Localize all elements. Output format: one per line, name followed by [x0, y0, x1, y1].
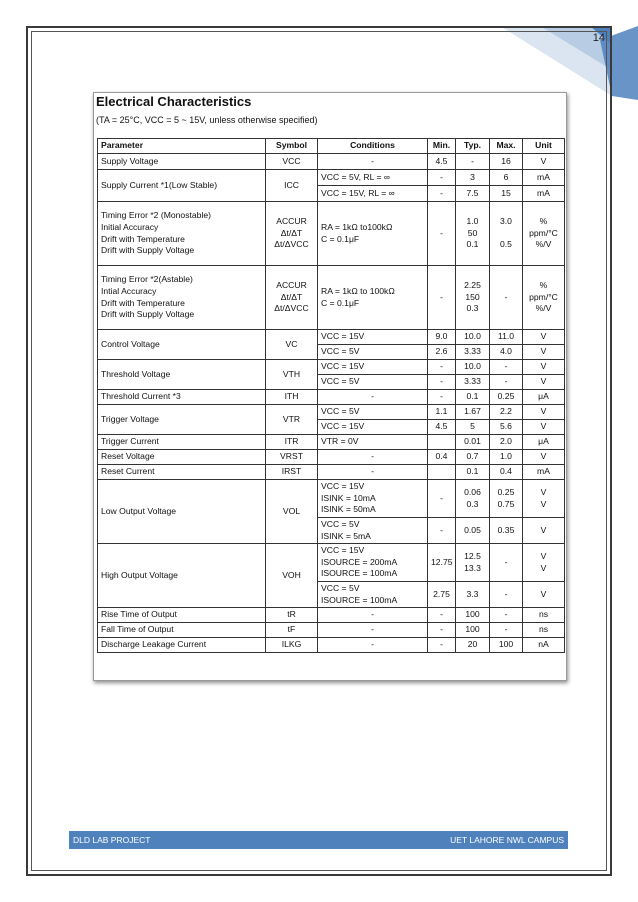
cell-typ: 0.1	[456, 465, 490, 480]
cell-symbol: VCC	[266, 154, 318, 170]
cell-max: 1.0	[490, 450, 523, 465]
cell-typ: 10.0	[456, 330, 490, 345]
cell-min: -	[428, 202, 456, 266]
cell-min: -	[428, 186, 456, 202]
conditions-subtitle: (TA = 25°C, VCC = 5 ~ 15V, unless otherwise specified)	[96, 115, 318, 125]
cell-typ: 2.25 150 0.3	[456, 266, 490, 330]
header-symbol: Symbol	[266, 139, 318, 154]
cell-max: 5.6	[490, 420, 523, 435]
header-parameter: Parameter	[98, 139, 266, 154]
cell-min: 0.4	[428, 450, 456, 465]
cell-typ: 100	[456, 608, 490, 623]
table-row	[98, 638, 565, 653]
cell-typ: 0.01	[456, 435, 490, 450]
cell-min: -	[428, 375, 456, 390]
cell-min: -	[428, 390, 456, 405]
cell-typ: 3	[456, 170, 490, 186]
cell-typ: 7.5	[456, 186, 490, 202]
cell-unit: V	[523, 154, 565, 170]
cell-max: 0.4	[490, 465, 523, 480]
cell-symbol: VOH	[266, 544, 318, 608]
cell-typ: 3.33	[456, 375, 490, 390]
cell-parameter: Discharge Leakage Current	[98, 638, 266, 653]
header-conditions: Conditions	[318, 139, 428, 154]
cell-max: -	[490, 360, 523, 375]
cell-min: 4.5	[428, 420, 456, 435]
cell-max: 3.0 0.5	[490, 202, 523, 266]
cell-min: -	[428, 170, 456, 186]
table-row	[98, 480, 565, 518]
cell-unit: V	[523, 450, 565, 465]
cell-min: 1.1	[428, 405, 456, 420]
cell-max: 15	[490, 186, 523, 202]
header-typ: Typ.	[456, 139, 490, 154]
cell-conditions: RA = 1kΩ to 100kΩ C = 0.1μF	[318, 266, 428, 330]
cell-conditions: VCC = 5V, RL = ∞	[318, 170, 428, 186]
table-row	[98, 390, 565, 405]
footer-right: UET LAHORE NWL CAMPUS	[450, 835, 564, 845]
cell-conditions: VCC = 15V	[318, 330, 428, 345]
cell-symbol: VOL	[266, 480, 318, 544]
cell-typ: 100	[456, 623, 490, 638]
cell-max: 16	[490, 154, 523, 170]
cell-unit: % ppm/°C %/V	[523, 266, 565, 330]
section-title: Electrical Characteristics	[96, 94, 252, 109]
cell-conditions: -	[318, 465, 428, 480]
cell-min: 2.75	[428, 582, 456, 608]
cell-max: -	[490, 266, 523, 330]
table-row	[98, 202, 565, 266]
table-row	[98, 465, 565, 480]
cell-conditions: -	[318, 608, 428, 623]
cell-max: -	[490, 375, 523, 390]
cell-typ: 3.33	[456, 345, 490, 360]
cell-conditions: -	[318, 154, 428, 170]
table-row	[98, 450, 565, 465]
cell-conditions: VCC = 15V ISOURCE = 200mA ISOURCE = 100mA	[318, 544, 428, 582]
header-unit: Unit	[523, 139, 565, 154]
cell-unit: V	[523, 330, 565, 345]
cell-typ: 0.06 0.3	[456, 480, 490, 518]
cell-typ: 1.0 50 0.1	[456, 202, 490, 266]
cell-symbol: ICC	[266, 170, 318, 202]
table-header-row	[98, 139, 565, 154]
cell-parameter: Reset Voltage	[98, 450, 266, 465]
table-row	[98, 544, 565, 582]
cell-typ: 12.5 13.3	[456, 544, 490, 582]
cell-conditions: RA = 1kΩ to100kΩ C = 0.1μF	[318, 202, 428, 266]
cell-conditions: VCC = 5V	[318, 405, 428, 420]
cell-max: -	[490, 544, 523, 582]
cell-max: 0.25 0.75	[490, 480, 523, 518]
cell-parameter: Threshold Current *3	[98, 390, 266, 405]
cell-parameter: Fall Time of Output	[98, 623, 266, 638]
cell-max: 0.25	[490, 390, 523, 405]
cell-min: -	[428, 638, 456, 653]
footer-left: DLD LAB PROJECT	[73, 835, 151, 845]
cell-min: 4.5	[428, 154, 456, 170]
cell-unit: V	[523, 582, 565, 608]
cell-unit: μA	[523, 390, 565, 405]
cell-min: -	[428, 518, 456, 544]
cell-min	[428, 465, 456, 480]
cell-unit: V	[523, 420, 565, 435]
cell-unit: V V	[523, 544, 565, 582]
cell-typ: 3.3	[456, 582, 490, 608]
cell-parameter: Trigger Current	[98, 435, 266, 450]
cell-parameter: Control Voltage	[98, 330, 266, 360]
cell-parameter: Timing Error *2(Astable) Intial Accuracy Drift with Temperature Drift with Supply Voltage	[98, 266, 266, 330]
cell-unit: V	[523, 375, 565, 390]
cell-symbol: ILKG	[266, 638, 318, 653]
cell-unit: mA	[523, 170, 565, 186]
cell-conditions: VCC = 5V ISINK = 5mA	[318, 518, 428, 544]
cell-min: 2.6	[428, 345, 456, 360]
cell-parameter: Rise Time of Output	[98, 608, 266, 623]
cell-parameter: Trigger Voltage	[98, 405, 266, 435]
cell-unit: V V	[523, 480, 565, 518]
cell-min: -	[428, 608, 456, 623]
header-max: Max.	[490, 139, 523, 154]
cell-conditions: -	[318, 623, 428, 638]
cell-typ: 1.67	[456, 405, 490, 420]
table-row	[98, 154, 565, 170]
table-row	[98, 405, 565, 420]
cell-symbol: IRST	[266, 465, 318, 480]
cell-conditions: VCC = 15V	[318, 360, 428, 375]
cell-unit: μA	[523, 435, 565, 450]
cell-typ: 20	[456, 638, 490, 653]
cell-symbol: VTR	[266, 405, 318, 435]
cell-unit: nA	[523, 638, 565, 653]
datasheet-image	[93, 92, 567, 681]
table-row	[98, 623, 565, 638]
cell-conditions: VCC = 5V ISOURCE = 100mA	[318, 582, 428, 608]
cell-max: 4.0	[490, 345, 523, 360]
cell-min: 12.75	[428, 544, 456, 582]
cell-max: -	[490, 582, 523, 608]
cell-typ: 0.1	[456, 390, 490, 405]
cell-typ: 0.7	[456, 450, 490, 465]
cell-max: 2.2	[490, 405, 523, 420]
cell-typ: 10.0	[456, 360, 490, 375]
cell-max: 2.0	[490, 435, 523, 450]
table-row	[98, 360, 565, 375]
cell-symbol: VC	[266, 330, 318, 360]
cell-unit: ns	[523, 608, 565, 623]
cell-max: -	[490, 623, 523, 638]
cell-symbol: ACCUR Δt/ΔT Δt/ΔVCC	[266, 266, 318, 330]
table-row	[98, 170, 565, 186]
table-row	[98, 608, 565, 623]
header-min: Min.	[428, 139, 456, 154]
cell-unit: mA	[523, 465, 565, 480]
cell-typ: 0.05	[456, 518, 490, 544]
cell-max: 100	[490, 638, 523, 653]
cell-parameter: Supply Current *1(Low Stable)	[98, 170, 266, 202]
cell-max: 0.35	[490, 518, 523, 544]
cell-parameter: Threshold Voltage	[98, 360, 266, 390]
cell-min: -	[428, 360, 456, 375]
cell-conditions: VCC = 5V	[318, 345, 428, 360]
page-footer	[69, 831, 568, 849]
cell-parameter: Timing Error *2 (Monostable) Initial Accuracy Drift with Temperature Drift with Supply Voltage	[98, 202, 266, 266]
cell-symbol: VTH	[266, 360, 318, 390]
cell-min: -	[428, 623, 456, 638]
cell-symbol: ITR	[266, 435, 318, 450]
cell-typ: -	[456, 154, 490, 170]
cell-unit: ns	[523, 623, 565, 638]
cell-symbol: ACCUR Δt/ΔT Δt/ΔVCC	[266, 202, 318, 266]
cell-min: -	[428, 266, 456, 330]
cell-conditions: VTR = 0V	[318, 435, 428, 450]
cell-max: 6	[490, 170, 523, 186]
cell-min	[428, 435, 456, 450]
cell-unit: mA	[523, 186, 565, 202]
cell-parameter: Reset Current	[98, 465, 266, 480]
cell-unit: V	[523, 518, 565, 544]
cell-parameter: High Output Voltage	[98, 544, 266, 608]
cell-unit: V	[523, 405, 565, 420]
cell-parameter: Supply Voltage	[98, 154, 266, 170]
cell-unit: V	[523, 360, 565, 375]
cell-unit: V	[523, 345, 565, 360]
table-row	[98, 435, 565, 450]
cell-conditions: VCC = 15V, RL = ∞	[318, 186, 428, 202]
cell-conditions: -	[318, 450, 428, 465]
cell-conditions: -	[318, 638, 428, 653]
cell-conditions: VCC = 15V ISINK = 10mA ISINK = 50mA	[318, 480, 428, 518]
cell-parameter: Low Output Voltage	[98, 480, 266, 544]
cell-conditions: VCC = 5V	[318, 375, 428, 390]
cell-symbol: ITH	[266, 390, 318, 405]
cell-symbol: tF	[266, 623, 318, 638]
cell-unit: % ppm/°C %/V	[523, 202, 565, 266]
cell-max: -	[490, 608, 523, 623]
cell-max: 11.0	[490, 330, 523, 345]
page-number: 14	[592, 32, 605, 44]
electrical-characteristics-table	[97, 138, 565, 653]
table-row	[98, 330, 565, 345]
cell-conditions: VCC = 15V	[318, 420, 428, 435]
table-row	[98, 266, 565, 330]
cell-symbol: tR	[266, 608, 318, 623]
cell-min: 9.0	[428, 330, 456, 345]
cell-typ: 5	[456, 420, 490, 435]
cell-min: -	[428, 480, 456, 518]
cell-conditions: -	[318, 390, 428, 405]
cell-symbol: VRST	[266, 450, 318, 465]
